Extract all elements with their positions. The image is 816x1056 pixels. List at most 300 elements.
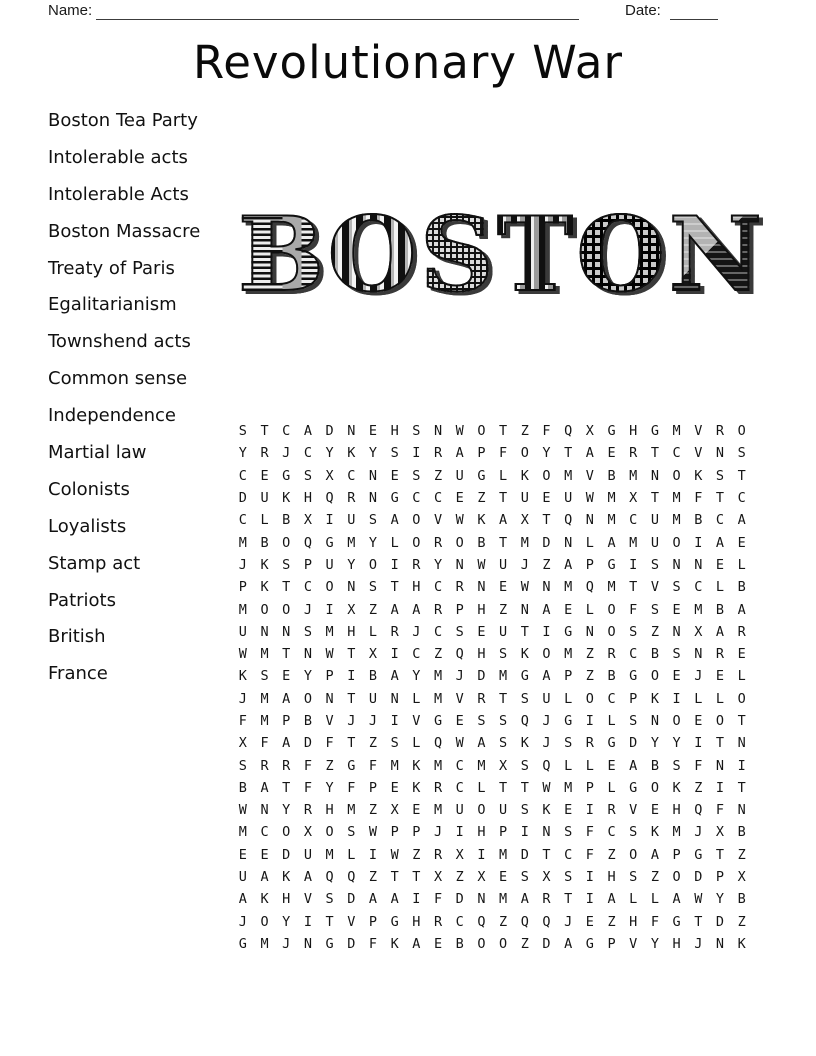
grid-cell: W (585, 490, 594, 507)
grid-cell: A (282, 690, 291, 707)
grid-cell: I (694, 735, 703, 752)
grid-cell: H (607, 869, 616, 886)
grid-cell: J (455, 668, 464, 685)
grid-cell: B (607, 668, 616, 685)
grid-cell: S (412, 467, 421, 484)
grid-cell: I (455, 824, 464, 841)
grid-cell: H (282, 891, 291, 908)
grid-cell: A (715, 623, 725, 640)
grid-cell: S (629, 713, 638, 729)
grid-cell: M (325, 846, 334, 863)
grid-cell: B (455, 935, 464, 952)
word-list-item: Treaty of Paris (48, 257, 175, 279)
grid-cell: O (477, 802, 486, 819)
grid-cell: Y (672, 735, 681, 752)
grid-cell: M (499, 846, 508, 863)
grid-cell: K (477, 512, 486, 529)
grid-cell: H (412, 913, 421, 930)
grid-cell: E (412, 802, 421, 819)
grid-cell: Z (542, 556, 551, 573)
grid-cell: R (433, 601, 443, 618)
word-search-grid (232, 420, 753, 955)
grid-cell: G (564, 713, 573, 729)
grid-cell: M (564, 579, 573, 596)
grid-cell: R (607, 802, 616, 819)
grid-cell: O (715, 713, 725, 729)
grid-cell: X (542, 869, 551, 886)
grid-cell: F (433, 891, 443, 908)
grid-cell: T (564, 891, 573, 908)
grid-cell: L (412, 735, 421, 752)
grid-cell: O (607, 623, 616, 640)
grid-cell: L (564, 757, 573, 774)
grid-cell: V (412, 713, 421, 729)
grid-cell: B (650, 757, 659, 774)
grid-cell: G (607, 423, 616, 440)
grid-cell: X (499, 757, 508, 774)
grid-cell: M (433, 690, 443, 707)
grid-cell: L (715, 579, 725, 596)
grid-cell: L (477, 779, 486, 796)
grid-cell: S (629, 623, 638, 640)
grid-cell: N (542, 824, 551, 841)
grid-cell: Y (542, 445, 551, 462)
grid-cell: H (412, 579, 421, 596)
grid-cell: J (694, 935, 703, 952)
grid-cell: O (368, 556, 378, 573)
grid-cell: J (368, 713, 378, 729)
grid-cell: X (477, 869, 486, 886)
grid-cell: Q (347, 869, 356, 886)
grid-cell: P (303, 556, 312, 573)
grid-cell: O (325, 824, 334, 841)
grid-cell: K (542, 802, 551, 819)
grid-cell: R (433, 913, 443, 930)
grid-cell: T (737, 779, 746, 796)
grid-cell: U (520, 490, 529, 507)
word-list-item: Egalitarianism (48, 294, 177, 316)
grid-cell: A (672, 891, 681, 908)
grid-cell: H (347, 623, 356, 640)
grid-cell: K (282, 869, 291, 886)
grid-cell: O (520, 445, 529, 462)
grid-cell: B (607, 467, 616, 484)
grid-cell: Q (325, 490, 334, 507)
grid-cell: E (564, 601, 573, 618)
grid-cell: L (607, 779, 616, 796)
grid-cell: T (629, 579, 638, 596)
grid-cell: J (303, 601, 312, 618)
grid-cell: J (694, 668, 703, 685)
grid-cell: U (499, 556, 508, 573)
grid-cell: B (368, 668, 378, 685)
grid-cell: I (585, 869, 594, 886)
grid-cell: J (282, 935, 291, 952)
grid-cell: L (564, 690, 573, 707)
grid-cell: S (499, 735, 508, 752)
grid-cell: R (477, 690, 486, 707)
grid-cell: N (303, 935, 312, 952)
grid-cell: V (650, 579, 659, 596)
grid-cell: J (542, 735, 551, 752)
grid-cell: Z (520, 935, 529, 952)
grid-cell: S (672, 757, 681, 774)
grid-cell: J (542, 713, 551, 729)
grid-cell: Q (585, 579, 594, 596)
grid-cell: U (455, 802, 464, 819)
grid-cell: T (520, 623, 529, 640)
grid-cell: P (238, 579, 247, 596)
grid-cell: Y (412, 668, 421, 685)
word-list-item: France (48, 663, 108, 685)
grid-cell: S (715, 467, 725, 484)
grid-cell: T (325, 913, 334, 930)
word-list-item: Independence (48, 405, 177, 427)
grid-cell: C (303, 579, 312, 596)
grid-cell: S (564, 824, 573, 841)
grid-cell: A (412, 601, 421, 618)
grid-cell: P (282, 713, 291, 729)
grid-cell: T (390, 869, 399, 886)
word-list (48, 110, 200, 700)
grid-cell: D (477, 668, 486, 685)
grid-cell: U (238, 869, 247, 886)
grid-cell: B (282, 512, 291, 529)
grid-cell: O (260, 601, 269, 618)
grid-cell: N (672, 623, 681, 640)
grid-cell: L (607, 713, 616, 729)
grid-cell: A (715, 534, 725, 551)
grid-cell: K (282, 490, 291, 507)
boston-art-letter: B (238, 195, 325, 315)
grid-cell: Z (477, 490, 486, 507)
grid-cell: I (390, 646, 399, 663)
grid-cell: D (347, 891, 356, 908)
grid-cell: A (412, 935, 421, 952)
grid-cell: R (347, 490, 356, 507)
grid-cell: A (607, 534, 616, 551)
grid-cell: Z (412, 846, 421, 863)
grid-cell: D (542, 935, 551, 952)
grid-cell: L (499, 467, 508, 484)
grid-cell: O (477, 935, 486, 952)
grid-cell: F (347, 779, 356, 796)
grid-cell: C (433, 623, 443, 640)
grid-cell: C (238, 512, 247, 529)
grid-cell: B (238, 779, 247, 796)
grid-cell: C (629, 646, 638, 663)
grid-cell: E (585, 913, 594, 930)
grid-cell: I (347, 668, 356, 685)
grid-cell: G (325, 534, 334, 551)
grid-cell: J (238, 690, 247, 707)
grid-cell: I (368, 846, 378, 863)
word-list-item: Townshend acts (48, 331, 191, 353)
grid-cell: T (542, 512, 551, 529)
grid-cell: F (260, 735, 269, 752)
grid-cell: P (629, 690, 638, 707)
grid-cell: G (520, 668, 529, 685)
grid-cell: T (737, 713, 746, 729)
grid-cell: J (433, 824, 443, 841)
grid-cell: N (303, 646, 312, 663)
grid-cell: V (347, 913, 356, 930)
grid-cell: X (368, 646, 378, 663)
grid-cell: V (694, 445, 703, 462)
grid-cell: K (238, 668, 247, 685)
grid-cell: E (715, 668, 725, 685)
grid-cell: T (412, 869, 421, 886)
grid-cell: I (412, 891, 421, 908)
grid-cell: Q (694, 802, 703, 819)
grid-cell: M (672, 490, 681, 507)
grid-cell: I (477, 846, 486, 863)
grid-cell: T (520, 779, 529, 796)
grid-cell: D (542, 534, 551, 551)
grid-cell: S (455, 623, 464, 640)
grid-cell: B (477, 534, 486, 551)
grid-cell: R (737, 623, 746, 640)
grid-cell: K (412, 757, 421, 774)
grid-cell: S (672, 646, 681, 663)
grid-cell: W (390, 846, 399, 863)
grid-cell: S (650, 556, 659, 573)
boston-word-art (238, 195, 762, 315)
grid-cell: M (390, 757, 399, 774)
grid-cell: E (564, 802, 573, 819)
grid-cell: S (390, 735, 399, 752)
grid-cell: Y (347, 556, 356, 573)
grid-cell: T (737, 467, 746, 484)
word-list-item: Intolerable Acts (48, 183, 189, 205)
word-list-item: Loyalists (48, 515, 127, 537)
grid-cell: S (520, 690, 529, 707)
grid-cell: B (303, 713, 312, 729)
grid-cell: M (520, 534, 529, 551)
grid-cell: M (433, 668, 443, 685)
word-list-item: British (48, 626, 106, 648)
grid-cell: I (520, 824, 529, 841)
grid-cell: M (672, 512, 681, 529)
grid-cell: O (412, 512, 421, 529)
grid-cell: M (260, 690, 269, 707)
grid-cell: G (477, 467, 486, 484)
grid-cell: N (694, 646, 703, 663)
grid-cell: F (715, 802, 725, 819)
word-list-item: Stamp act (48, 552, 141, 574)
name-fill-in-line (96, 2, 579, 20)
grid-cell: M (694, 601, 703, 618)
grid-cell: F (694, 757, 703, 774)
grid-cell: R (282, 757, 291, 774)
grid-cell: I (412, 445, 421, 462)
grid-cell: V (455, 690, 464, 707)
grid-cell: L (347, 846, 356, 863)
grid-cell: T (564, 445, 573, 462)
grid-cell: M (629, 534, 638, 551)
grid-cell: N (650, 467, 659, 484)
grid-cell: A (585, 445, 594, 462)
grid-cell: W (238, 646, 247, 663)
grid-cell: Z (368, 802, 378, 819)
grid-cell: C (737, 490, 746, 507)
grid-cell: E (672, 601, 681, 618)
grid-cell: E (477, 623, 486, 640)
grid-cell: G (238, 935, 247, 952)
grid-cell: P (607, 935, 616, 952)
grid-cell: K (260, 556, 269, 573)
grid-cell: U (325, 556, 334, 573)
grid-cell: C (238, 467, 247, 484)
grid-cell: E (282, 668, 291, 685)
grid-cell: S (238, 423, 247, 440)
grid-cell: M (629, 467, 638, 484)
grid-cell: C (260, 824, 269, 841)
grid-cell: R (715, 423, 725, 440)
grid-cell: X (303, 512, 312, 529)
grid-cell: E (737, 646, 746, 663)
grid-cell: C (564, 846, 573, 863)
grid-cell: O (542, 646, 551, 663)
grid-cell: F (650, 913, 659, 930)
grid-cell: R (629, 445, 638, 462)
grid-cell: N (368, 490, 378, 507)
grid-cell: S (564, 869, 573, 886)
grid-cell: J (412, 623, 421, 640)
grid-cell: I (585, 891, 594, 908)
grid-cell: C (455, 913, 464, 930)
grid-cell: C (455, 757, 464, 774)
grid-cell: H (672, 935, 681, 952)
grid-cell: G (433, 713, 443, 729)
grid-cell: L (412, 690, 421, 707)
grid-cell: G (607, 556, 616, 573)
grid-cell: S (260, 668, 269, 685)
grid-cell: E (650, 802, 659, 819)
grid-cell: U (455, 467, 464, 484)
grid-cell: G (282, 467, 291, 484)
date-label: Date: (625, 2, 661, 19)
grid-cell: Y (238, 445, 247, 462)
grid-cell: B (715, 601, 725, 618)
grid-cell: P (715, 869, 725, 886)
grid-cell: Q (520, 713, 529, 729)
grid-cell: T (650, 445, 659, 462)
grid-cell: Z (368, 869, 378, 886)
grid-cell: T (282, 579, 291, 596)
grid-cell: M (238, 824, 247, 841)
grid-cell: Z (499, 601, 508, 618)
grid-cell: I (390, 713, 399, 729)
word-list-item: Intolerable acts (48, 146, 188, 168)
grid-cell: U (347, 512, 356, 529)
grid-cell: J (520, 556, 529, 573)
grid-cell: M (607, 579, 616, 596)
grid-cell: L (737, 668, 746, 685)
grid-cell: A (520, 891, 529, 908)
grid-cell: C (412, 490, 421, 507)
grid-cell: T (499, 690, 508, 707)
grid-cell: C (433, 490, 443, 507)
grid-cell: S (629, 824, 638, 841)
grid-cell: O (629, 846, 638, 863)
grid-cell: N (390, 690, 399, 707)
grid-cell: I (542, 623, 551, 640)
grid-cell: D (715, 913, 725, 930)
grid-cell: N (260, 623, 269, 640)
grid-cell: N (715, 757, 725, 774)
grid-cell: M (238, 601, 247, 618)
grid-cell: A (455, 445, 464, 462)
grid-cell: X (694, 623, 703, 640)
grid-cell: X (455, 846, 464, 863)
grid-cell: V (433, 512, 443, 529)
grid-cell: H (629, 913, 638, 930)
grid-cell: N (715, 935, 725, 952)
grid-cell: I (303, 913, 312, 930)
grid-cell: H (629, 423, 638, 440)
grid-cell: E (607, 445, 616, 462)
grid-cell: Z (737, 846, 746, 863)
grid-cell: S (737, 445, 746, 462)
grid-cell: T (499, 423, 508, 440)
grid-cell: E (499, 579, 508, 596)
grid-cell: L (737, 556, 746, 573)
grid-cell: S (477, 713, 486, 729)
page-title: Revolutionary War (192, 36, 624, 89)
grid-cell: Z (433, 646, 443, 663)
grid-cell: K (672, 779, 681, 796)
grid-cell: L (390, 534, 399, 551)
grid-cell: P (390, 824, 399, 841)
grid-cell: X (325, 467, 334, 484)
grid-cell: M (607, 512, 616, 529)
grid-cell: M (672, 423, 681, 440)
grid-cell: E (542, 490, 551, 507)
grid-cell: S (282, 556, 291, 573)
grid-cell: L (368, 623, 378, 640)
grid-cell: T (499, 779, 508, 796)
grid-cell: G (629, 668, 638, 685)
word-list-item: Boston Massacre (48, 220, 201, 242)
grid-cell: A (499, 512, 508, 529)
grid-cell: N (368, 467, 378, 484)
grid-cell: T (542, 846, 551, 863)
grid-cell: Z (694, 779, 703, 796)
grid-cell: T (347, 690, 356, 707)
grid-cell: J (564, 913, 573, 930)
grid-cell: C (433, 579, 443, 596)
grid-cell: U (650, 512, 659, 529)
grid-cell: Z (368, 735, 378, 752)
grid-cell: L (585, 601, 594, 618)
grid-cell: F (542, 423, 551, 440)
grid-cell: S (368, 512, 378, 529)
grid-cell: S (520, 757, 529, 774)
grid-cell: G (629, 779, 638, 796)
grid-cell: F (585, 846, 594, 863)
grid-cell: P (672, 846, 681, 863)
grid-cell: Z (368, 601, 378, 618)
grid-cell: C (347, 467, 356, 484)
grid-cell: E (390, 467, 399, 484)
grid-cell: I (325, 601, 334, 618)
grid-cell: H (303, 490, 312, 507)
grid-cell: O (672, 534, 681, 551)
grid-cell: V (629, 935, 638, 952)
grid-cell: F (694, 490, 703, 507)
grid-cell: G (607, 735, 616, 752)
